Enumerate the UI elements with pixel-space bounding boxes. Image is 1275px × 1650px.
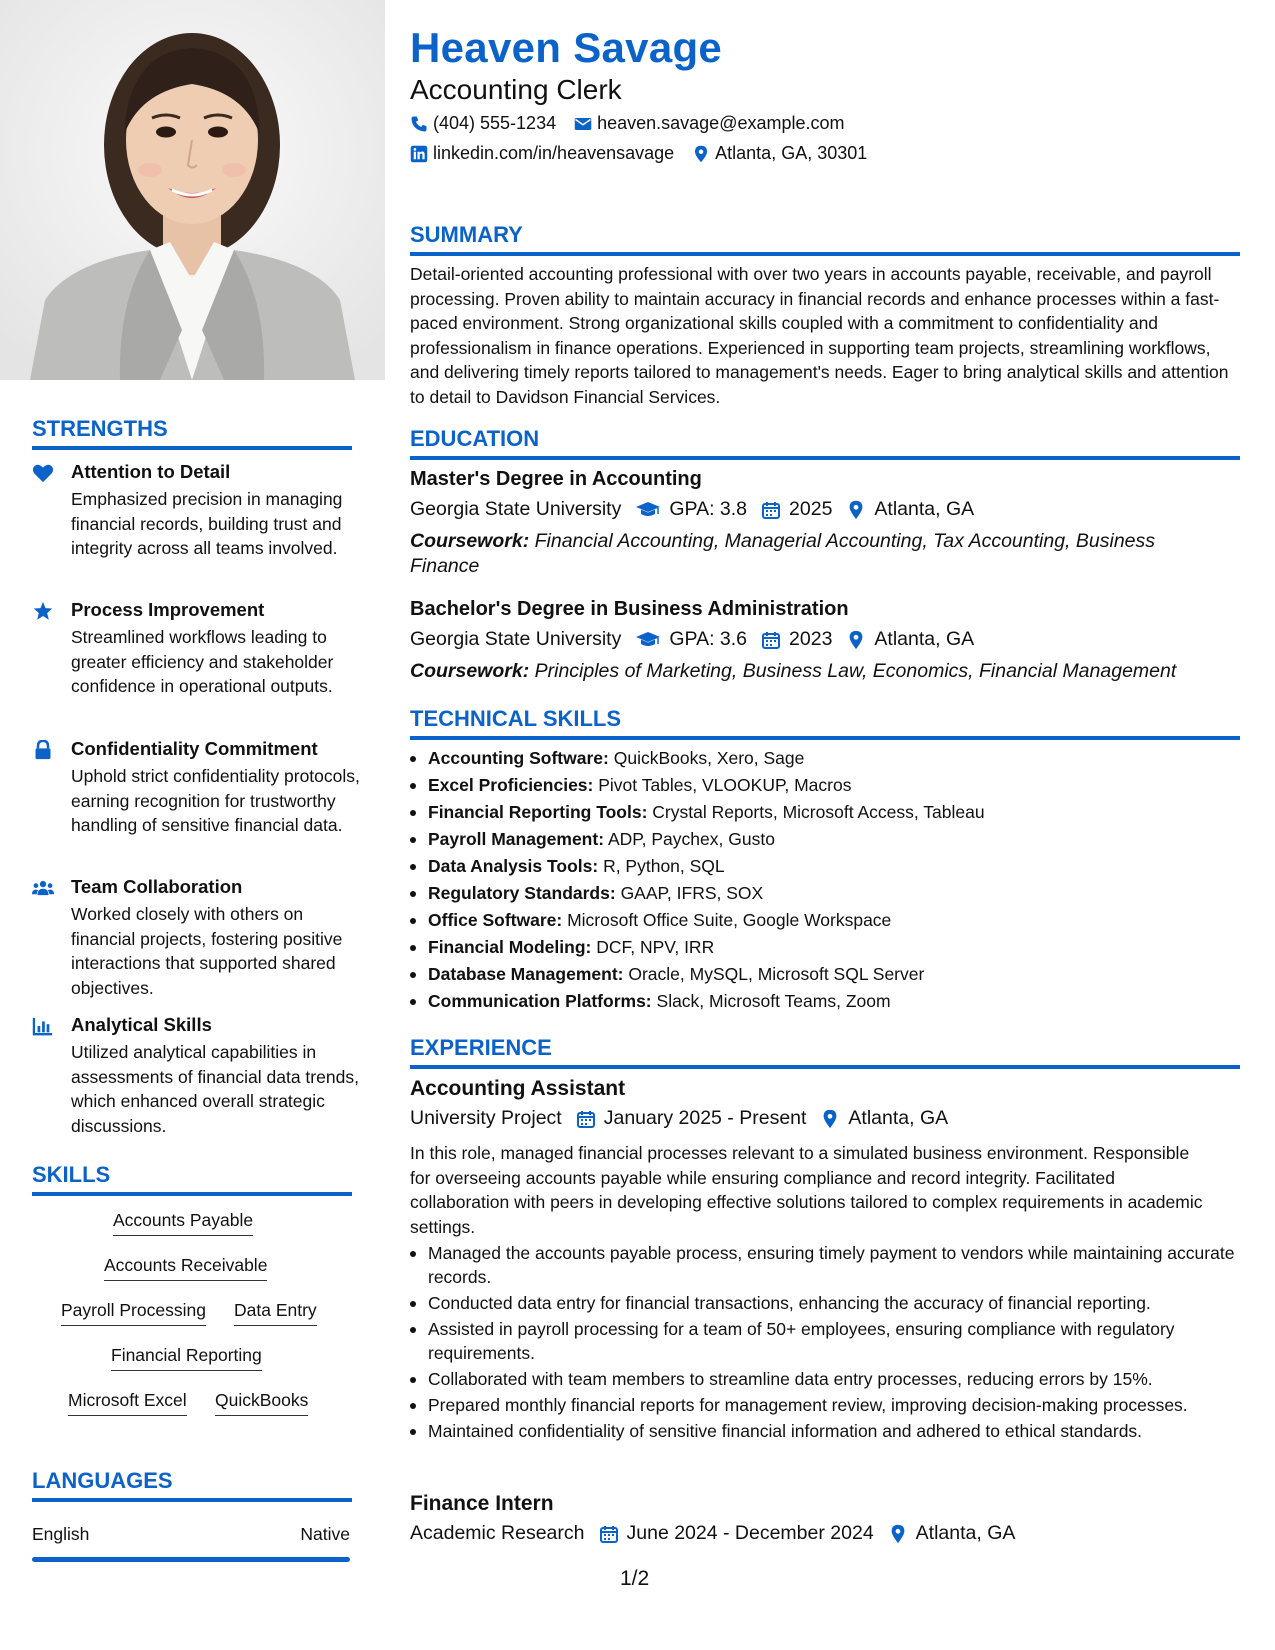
skill-chip: QuickBooks (215, 1390, 308, 1416)
technical-skills-title: TECHNICAL SKILLS (410, 706, 622, 731)
tech-skill-item (410, 853, 1240, 880)
linkedin-contact[interactable] (410, 143, 674, 164)
gpa: GPA: 3.6 (669, 628, 748, 650)
tech-skill-item (410, 799, 1240, 826)
lock-icon (32, 740, 54, 760)
language-name: English (32, 1524, 90, 1544)
grad-year: 2023 (789, 628, 833, 650)
skill-chip: Accounts Payable (113, 1210, 253, 1236)
map-pin-icon (846, 630, 866, 650)
email-contact[interactable] (574, 113, 844, 134)
tech-skill-label: Payroll Management: (428, 829, 605, 849)
job-bullet: Prepared monthly financial reports for management review, improving decision-making processes. (410, 1393, 1240, 1417)
graduation-cap-icon (635, 500, 661, 520)
map-pin-icon (846, 500, 866, 520)
education-title: EDUCATION (410, 426, 540, 451)
phone-text: (404) 555-1234 (433, 113, 557, 133)
profile-photo (0, 0, 385, 380)
language-proficiency-bar (32, 1557, 350, 1562)
phone-contact (410, 113, 556, 134)
skills-rule (32, 1192, 352, 1196)
tech-skill-value: Microsoft Office Suite, Google Workspace (567, 910, 892, 930)
skill-chip: Microsoft Excel (68, 1390, 187, 1416)
strengths-title: STRENGTHS (32, 416, 168, 441)
strength-title: Confidentiality Commitment (71, 738, 318, 759)
tech-skill-value: Oracle, MySQL, Microsoft SQL Server (628, 964, 925, 984)
job-bullet: Conducted data entry for financial transactions, enhancing the accuracy of financial reporting. (410, 1291, 1240, 1315)
strength-title: Attention to Detail (71, 461, 231, 482)
job-bullet: Collaborated with team members to streamline data entry processes, reducing errors by 15%. (410, 1367, 1240, 1391)
linkedin-icon (410, 145, 428, 163)
map-pin-icon (820, 1109, 840, 1129)
tech-skill-item (410, 826, 1240, 853)
summary-title: SUMMARY (410, 222, 523, 247)
tech-skill-label: Financial Modeling: (428, 937, 592, 957)
job-location: Atlanta, GA (915, 1522, 1016, 1544)
job-dates: June 2024 - December 2024 (626, 1522, 874, 1544)
job-bullet: Assisted in payroll processing for a team of 50+ employees, ensuring compliance with regulatory requirements. (410, 1317, 1240, 1365)
tech-skill-label: Database Management: (428, 964, 624, 984)
strength-desc: Uphold strict confidentiality protocols, earning recognition for trustworthy handling of sensitive financial data. (71, 766, 360, 835)
languages-title: LANGUAGES (32, 1468, 173, 1493)
job-title: Finance Intern (410, 1492, 554, 1515)
envelope-icon (574, 115, 592, 133)
tech-skill-value: Pivot Tables, VLOOKUP, Macros (598, 775, 852, 795)
tech-skill-item (410, 745, 1240, 772)
tech-skill-value: GAAP, IFRS, SOX (620, 883, 764, 903)
skills-title: SKILLS (32, 1162, 111, 1187)
experience-title: EXPERIENCE (410, 1035, 552, 1060)
technical-skills-rule (410, 736, 1240, 740)
candidate-name: Heaven Savage (410, 24, 723, 71)
calendar-icon (761, 630, 781, 650)
gpa: GPA: 3.8 (669, 498, 748, 520)
map-pin-icon (888, 1524, 908, 1544)
strength-desc: Utilized analytical capabilities in assessments of financial data trends, which enhanced overall strategic discussions. (71, 1042, 359, 1136)
calendar-icon (576, 1109, 596, 1129)
coursework-text: Principles of Marketing, Business Law, Economics, Financial Management (534, 660, 1177, 682)
linkedin-text: linkedin.com/in/heavensavage (433, 143, 675, 163)
tech-skill-label: Data Analysis Tools: (428, 856, 599, 876)
users-icon (32, 878, 54, 898)
language-level: Native (300, 1524, 350, 1544)
school-name: Georgia State University (410, 628, 622, 650)
calendar-icon (761, 500, 781, 520)
skill-chip: Financial Reporting (111, 1345, 262, 1371)
graduation-cap-icon (635, 630, 661, 650)
grad-year: 2025 (789, 498, 833, 520)
job-dates: January 2025 - Present (603, 1107, 807, 1129)
tech-skill-item (410, 907, 1240, 934)
education-rule (410, 456, 1240, 460)
skill-chip: Accounts Receivable (104, 1255, 267, 1281)
contact-row-2 (410, 143, 885, 164)
strength-desc: Worked closely with others on financial projects, fostering positive interactions that supported shared objectives. (71, 904, 343, 998)
degree-meta (410, 628, 974, 651)
job-bullet: Maintained confidentiality of sensitive financial information and adhered to ethical standards. (410, 1419, 1240, 1443)
experience-rule (410, 1065, 1240, 1069)
heart-icon (32, 463, 54, 483)
tech-skill-label: Excel Proficiencies: (428, 775, 594, 795)
coursework-label: Coursework: (410, 660, 530, 682)
tech-skill-label: Accounting Software: (428, 748, 609, 768)
page-number: 1/2 (620, 1567, 650, 1590)
map-pin-icon (692, 145, 710, 163)
location-text: Atlanta, GA, 30301 (715, 143, 868, 163)
technical-skills-list (410, 745, 1240, 1015)
tech-skill-value: R, Python, SQL (603, 856, 725, 876)
tech-skill-label: Communication Platforms: (428, 991, 652, 1011)
tech-skill-label: Regulatory Standards: (428, 883, 616, 903)
candidate-role: Accounting Clerk (410, 74, 622, 105)
tech-skill-value: ADP, Paychex, Gusto (607, 829, 775, 849)
school-location: Atlanta, GA (874, 498, 975, 520)
email-text: heaven.savage@example.com (597, 113, 845, 133)
coursework-text: Financial Accounting, Managerial Accounting, Tax Accounting, Business Finance (410, 530, 1156, 577)
degree-title: Bachelor's Degree in Business Administration (410, 598, 849, 620)
tech-skill-label: Office Software: (428, 910, 563, 930)
school-location: Atlanta, GA (874, 628, 975, 650)
strengths-rule (32, 446, 352, 450)
tech-skill-value: Slack, Microsoft Teams, Zoom (656, 991, 891, 1011)
tech-skill-value: QuickBooks, Xero, Sage (613, 748, 805, 768)
location-contact (692, 143, 867, 164)
tech-skill-value: DCF, NPV, IRR (596, 937, 715, 957)
job-org: University Project (410, 1107, 562, 1129)
job-title: Accounting Assistant (410, 1077, 626, 1100)
languages-rule (32, 1498, 352, 1502)
tech-skill-item (410, 880, 1240, 907)
strength-desc: Streamlined workflows leading to greater efficiency and stakeholder confidence in operational outputs. (71, 627, 334, 696)
tech-skill-item (410, 988, 1240, 1015)
strength-title: Analytical Skills (71, 1014, 212, 1035)
tech-skill-item (410, 772, 1240, 799)
tech-skill-label: Financial Reporting Tools: (428, 802, 648, 822)
job-bullets (410, 1241, 1240, 1445)
star-icon (32, 601, 54, 621)
strength-title: Process Improvement (71, 599, 265, 620)
job-meta (410, 1107, 948, 1130)
language-row (32, 1524, 350, 1545)
skill-chip: Data Entry (234, 1300, 317, 1326)
coursework (410, 529, 1210, 579)
contact-row-1 (410, 113, 863, 134)
calendar-icon (599, 1524, 619, 1544)
degree-title: Master's Degree in Accounting (410, 468, 702, 490)
phone-icon (410, 115, 428, 133)
job-description: In this role, managed financial processes relevant to a simulated business environment. Responsible for overseeing accounts payable while ensuring compliance and record integrity. Facilitated collaboration with peers in developing effective solutions tailored to complex requirements in academic settings. (410, 1143, 1203, 1237)
skill-chip: Payroll Processing (61, 1300, 206, 1326)
bar-chart-icon (32, 1016, 54, 1036)
strength-desc: Emphasized precision in managing financial records, building trust and integrity across all teams involved. (71, 489, 343, 558)
job-bullet: Managed the accounts payable process, ensuring timely payment to vendors while maintaining accurate records. (410, 1241, 1240, 1289)
degree-meta (410, 498, 974, 521)
job-meta (410, 1522, 1015, 1545)
tech-skill-item (410, 961, 1240, 988)
school-name: Georgia State University (410, 498, 622, 520)
coursework-label: Coursework: (410, 530, 530, 552)
strength-title: Team Collaboration (71, 876, 243, 897)
tech-skill-value: Crystal Reports, Microsoft Access, Tableau (652, 802, 985, 822)
coursework (410, 659, 1230, 684)
job-location: Atlanta, GA (848, 1107, 949, 1129)
tech-skill-item (410, 934, 1240, 961)
job-org: Academic Research (410, 1522, 585, 1544)
summary-rule (410, 252, 1240, 256)
summary-text: Detail-oriented accounting professional with over two years in accounts payable, receivable, and payroll processing. Proven ability to maintain accuracy in financial records and enhance processes within a fast-paced environment. Strong organizational skills coupled with a commitment to confidentiality and professionalism in finance operations. Experienced in supporting team projects, streamlining workflows, and delivering timely reports tailored to management's needs. Eager to bring analytical skills and attention to detail to Davidson Financial Services. (410, 264, 1229, 407)
